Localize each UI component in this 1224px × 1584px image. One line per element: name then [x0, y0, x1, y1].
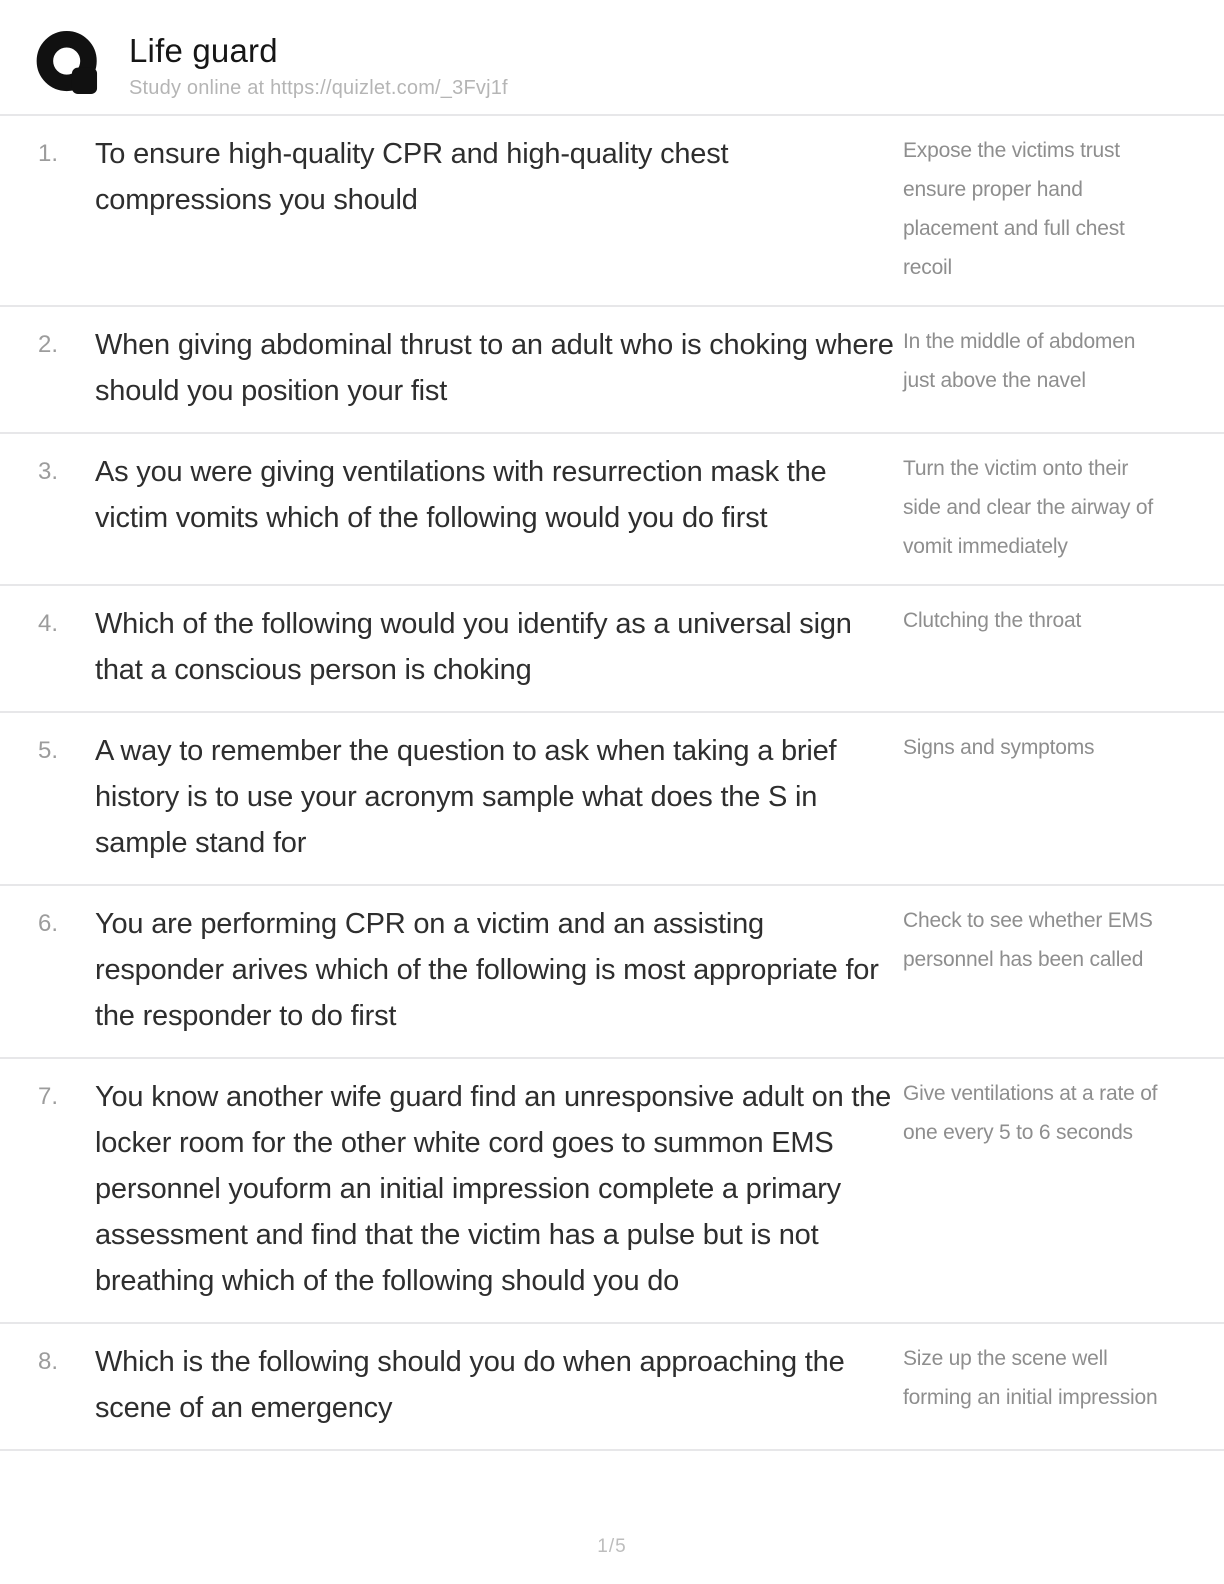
question-number: 8.	[38, 1348, 59, 1375]
qa-list	[0, 116, 1224, 1520]
answer-text: Size up the scene well forming an initial impression	[903, 1347, 1158, 1409]
question-number: 3.	[38, 458, 59, 485]
question-number: 6.	[38, 910, 59, 937]
qa-row	[0, 116, 1224, 307]
quizlet-logo-icon	[35, 26, 101, 104]
qa-row	[0, 307, 1224, 434]
question-text: You know another wife guard find an unresponsive adult on the locker room for the other white cord goes to summon EMS personnel youform an initial impression complete a primary assessment and find that the victim has a pulse but is not breathing which of the following should you do	[95, 1081, 892, 1297]
page-title: Life guard	[129, 32, 278, 69]
qa-row	[0, 1059, 1224, 1324]
qa-row	[0, 586, 1224, 713]
study-online-link: Study online at https://quizlet.com/_3Fvj1f	[129, 77, 508, 100]
question-text: You are performing CPR on a victim and an assisting responder arives which of the following is most appropriate for the responder to do first	[95, 908, 879, 1032]
question-text: As you were giving ventilations with resurrection mask the victim vomits which of the following would you do first	[95, 456, 827, 534]
qa-row	[0, 1324, 1224, 1451]
answer-text: Turn the victim onto their side and clear the airway of vomit immediately	[903, 457, 1154, 558]
question-number: 7.	[38, 1083, 59, 1110]
qa-row	[0, 713, 1224, 886]
question-text: To ensure high-quality CPR and high-quality chest compressions you should	[95, 138, 729, 216]
question-text: Which of the following would you identify as a universal sign that a conscious person is choking	[95, 608, 852, 686]
qa-row	[0, 886, 1224, 1059]
header-text	[129, 26, 508, 100]
question-number: 5.	[38, 737, 59, 764]
footer	[0, 1520, 1224, 1584]
header	[0, 0, 1224, 116]
answer-text: Give ventilations at a rate of one every 5 to 6 seconds	[903, 1082, 1158, 1144]
answer-text: In the middle of abdomen just above the navel	[903, 330, 1136, 392]
answer-text: Signs and symptoms	[903, 736, 1095, 759]
question-text: Which is the following should you do when approaching the scene of an emergency	[95, 1346, 845, 1424]
question-number: 4.	[38, 610, 59, 637]
question-text: When giving abdominal thrust to an adult who is choking where should you position your fist	[95, 329, 894, 407]
answer-text: Clutching the throat	[903, 609, 1082, 632]
question-number: 1.	[38, 140, 59, 167]
question-text: A way to remember the question to ask when taking a brief history is to use your acronym sample what does the S in sample stand for	[95, 735, 837, 859]
answer-text: Expose the victims trust ensure proper hand placement and full chest recoil	[903, 139, 1125, 279]
question-number: 2.	[38, 331, 59, 358]
qa-row	[0, 434, 1224, 586]
answer-text: Check to see whether EMS personnel has been called	[903, 909, 1153, 971]
page-number: 1/5	[597, 1536, 627, 1557]
